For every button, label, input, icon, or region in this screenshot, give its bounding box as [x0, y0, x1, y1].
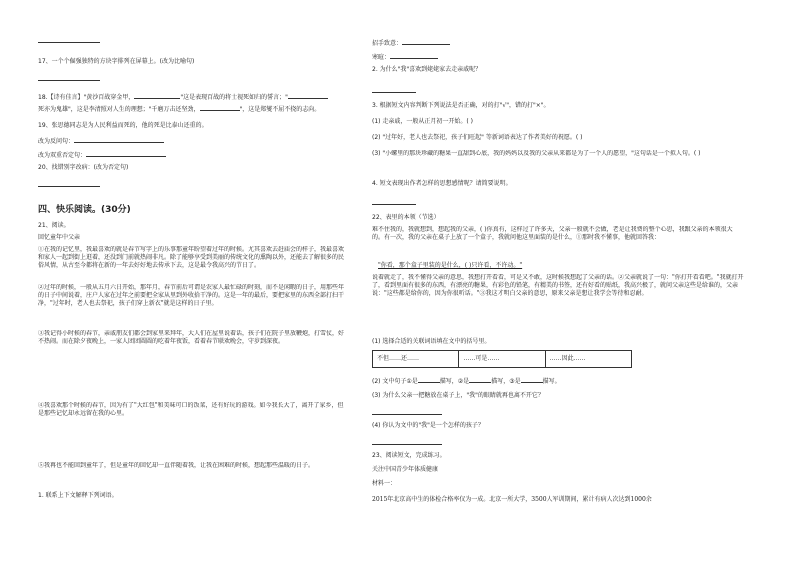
passage-title: 回忆童年中父亲: [38, 234, 81, 241]
answer-line[interactable]: [38, 80, 100, 81]
question-22-1: (1) 选择合适的关联词语填在文中的括号里。: [372, 338, 491, 345]
passage-paragraph: ①在我的记忆里，我最喜欢的就是春节写字上的乐事那童年盼望着过年的时候。尤其喜欢去赶庙会的样子，我最喜欢和家人一起到街上逛着，还没到门前就热闹非凡。除了能够享受到美丽的传统文化的熏陶以外，还能去了解很多的民俗风情，从古至今都将在新的一年去好好地去传承下去，这是最令我高兴的节日了。: [38, 246, 345, 270]
question-21-4: 4. 短文表现出作者怎样的思想感情呢？请简要说明。: [372, 180, 512, 187]
question-17: 17、一个个倔强独特的方块字排列在屏幕上。(改为比喻句): [38, 58, 195, 65]
answer-blank[interactable]: [86, 150, 166, 157]
conjunction-table: [372, 350, 632, 368]
answer-line[interactable]: [372, 92, 416, 93]
passage-quote: "你看，那个盒子里装的是什么，( )只许看，不许动。": [378, 262, 523, 269]
passage-paragraph: ③我记得小时候的春节，亲戚朋友们都会到家里来拜年，大人们在屋里说着话，孩子们在院子里放鞭炮，打雪仗，好不热闹。而在除夕夜晚上，一家人团团圆圆的吃着年夜饭，看着春节联欢晚会，守岁到深夜。: [38, 330, 345, 346]
answer-blank[interactable]: [200, 104, 240, 111]
passage-paragraph: 说着就走了，我不懂得父亲的意思，我想打开看看，可是又不敢，这时候我想起了父亲的话。②父亲就说了一句："你打开看看吧。"我就打开了，看到里面有很多的东西，有漂亮的糖果，有彩色的铅笔，有精美的书签，还有好看的贴纸，我高兴极了，就问父亲这些是给谁的，父亲说："这些都是给你的，因为你很听话。"③我这才明白父亲的意思，原来父亲是想让我学会等待和忍耐。: [372, 274, 744, 298]
question-18-line1: 18.【诗有佳言】"黄沙百战穿金甲， "这是表现百战的将士视死如归的誓言；": [38, 92, 328, 102]
word-explain-2: 寒暄：: [372, 52, 438, 62]
answer-line[interactable]: [38, 42, 100, 43]
judge-item-3: (3) "小螺里的那块珍藏的糖果一直甜到心底，我的妈妈以及我的父亲从来都是为了一个人的愿望，"这句话是一个拟人句。( ): [372, 150, 701, 157]
answer-line[interactable]: [372, 204, 416, 205]
question-19: 19、张思德同志是为人民利益而死的，他的死是比泰山还重的。: [38, 122, 208, 129]
question-21: 21、阅读。: [38, 222, 70, 229]
answer-blank[interactable]: [134, 92, 180, 99]
answer-line[interactable]: [372, 444, 442, 445]
passage-title: 关注中国青少年体质健康: [372, 466, 439, 473]
answer-blank[interactable]: [418, 376, 440, 383]
answer-line[interactable]: [38, 186, 100, 187]
answer-blank[interactable]: [402, 38, 450, 45]
question-22-4: (4) 你认为文中的"我"是一个怎样的孩子？: [372, 422, 484, 429]
question-21-3: 3. 根据短文内容判断下列说法是否正确，对的打"√"，错的打"×"。: [372, 102, 550, 109]
passage-paragraph: ⑤我再也不能回到童年了，但是童年的回忆却一直伴随着我，让我在困难的时候，想起那些温暖的日子。: [38, 462, 315, 469]
passage-paragraph: 难不住我的，我就想到，想起我的父亲，( )你真有，这样过了许多天，父亲一般就不会做，老是让我费的整个心思，我跟父亲的本领很大的。有一次，我的父亲在桌子上放了一个盒子，我就问他这里面装的是什么，①那时我不懂事，他就回答我：: [372, 226, 733, 242]
answer-blank[interactable]: [390, 52, 438, 59]
question-19-b: 改为双重否定句：: [38, 150, 166, 160]
passage-paragraph: 2015年北京高中生的体检合格率仅为一成。北京一所大学，3500人军训期间，累计有病人次达到1000余: [372, 496, 652, 503]
question-19-a: 改为反问句：: [38, 136, 164, 146]
section-heading: 四、快乐阅读。(30分): [38, 205, 131, 215]
answer-blank[interactable]: [521, 376, 543, 383]
answer-blank[interactable]: [288, 92, 328, 99]
table-cell: ……因此……: [549, 354, 586, 362]
table-cell: 不但……还……: [373, 351, 459, 367]
material-label: 材料一：: [372, 480, 397, 487]
answer-blank[interactable]: [469, 376, 491, 383]
question-21-1: 1. 联系上下文解释下列词语。: [38, 492, 118, 499]
question-18-line2: 死亦为鬼雄"，这是李清照对人生的理想；"千磨万击还坚劲， "，这是郑燮不屈不挠的志向。: [38, 106, 321, 113]
answer-line[interactable]: [372, 414, 442, 415]
judge-item-1: (1) 走亲戚，一般从正月初一开始。( ): [372, 118, 473, 125]
table-cell: ……可是……: [459, 351, 545, 367]
question-20: 20、找错别字改病：(改为否定句): [38, 164, 129, 171]
question-22: 22、表里的本领（节选）: [372, 214, 440, 221]
question-21-2: 2. 为什么"我"喜欢到姥姥家去走亲戚呢？: [372, 66, 482, 73]
question-23: 23、阅读短文，完成练习。: [372, 452, 446, 459]
judge-item-2: (2) "过年好，老人也去祭祀，孩子们旺起" 等新词语表达了作者美好的祝愿。( ): [372, 134, 583, 141]
passage-paragraph: ④我喜欢那个时候的春节，因为有了"大红包"和美味可口的饭菜，还有好玩的游戏。如今我长大了，离开了家乡，但是那些记忆却永远留在我的心里。: [38, 402, 344, 418]
question-22-2: (2) 文中句子①是 描写，②是 描写，③是 描写。: [372, 378, 561, 385]
answer-blank[interactable]: [74, 136, 164, 143]
word-explain-1: 招手致意：: [372, 38, 450, 48]
passage-paragraph: ②过年的时候，一般从五月六日开始，那年月，春节前后可谓是农家人最忙碌的时刻，而不是闲暇的日子，用那些年的日子中间说着，庄户人家在过年之前要把全家从里到外收拾干净的。这是一年的最后，要把家里的东西全部打扫干净，"过年时，老人也去祭祀，孩子们穿上新衣"就是这样的日子里。: [38, 284, 345, 308]
question-22-3: (3) 为什么父亲一把糖放在桌子上，"我"的眼睛就再也离不开它？: [372, 392, 544, 399]
